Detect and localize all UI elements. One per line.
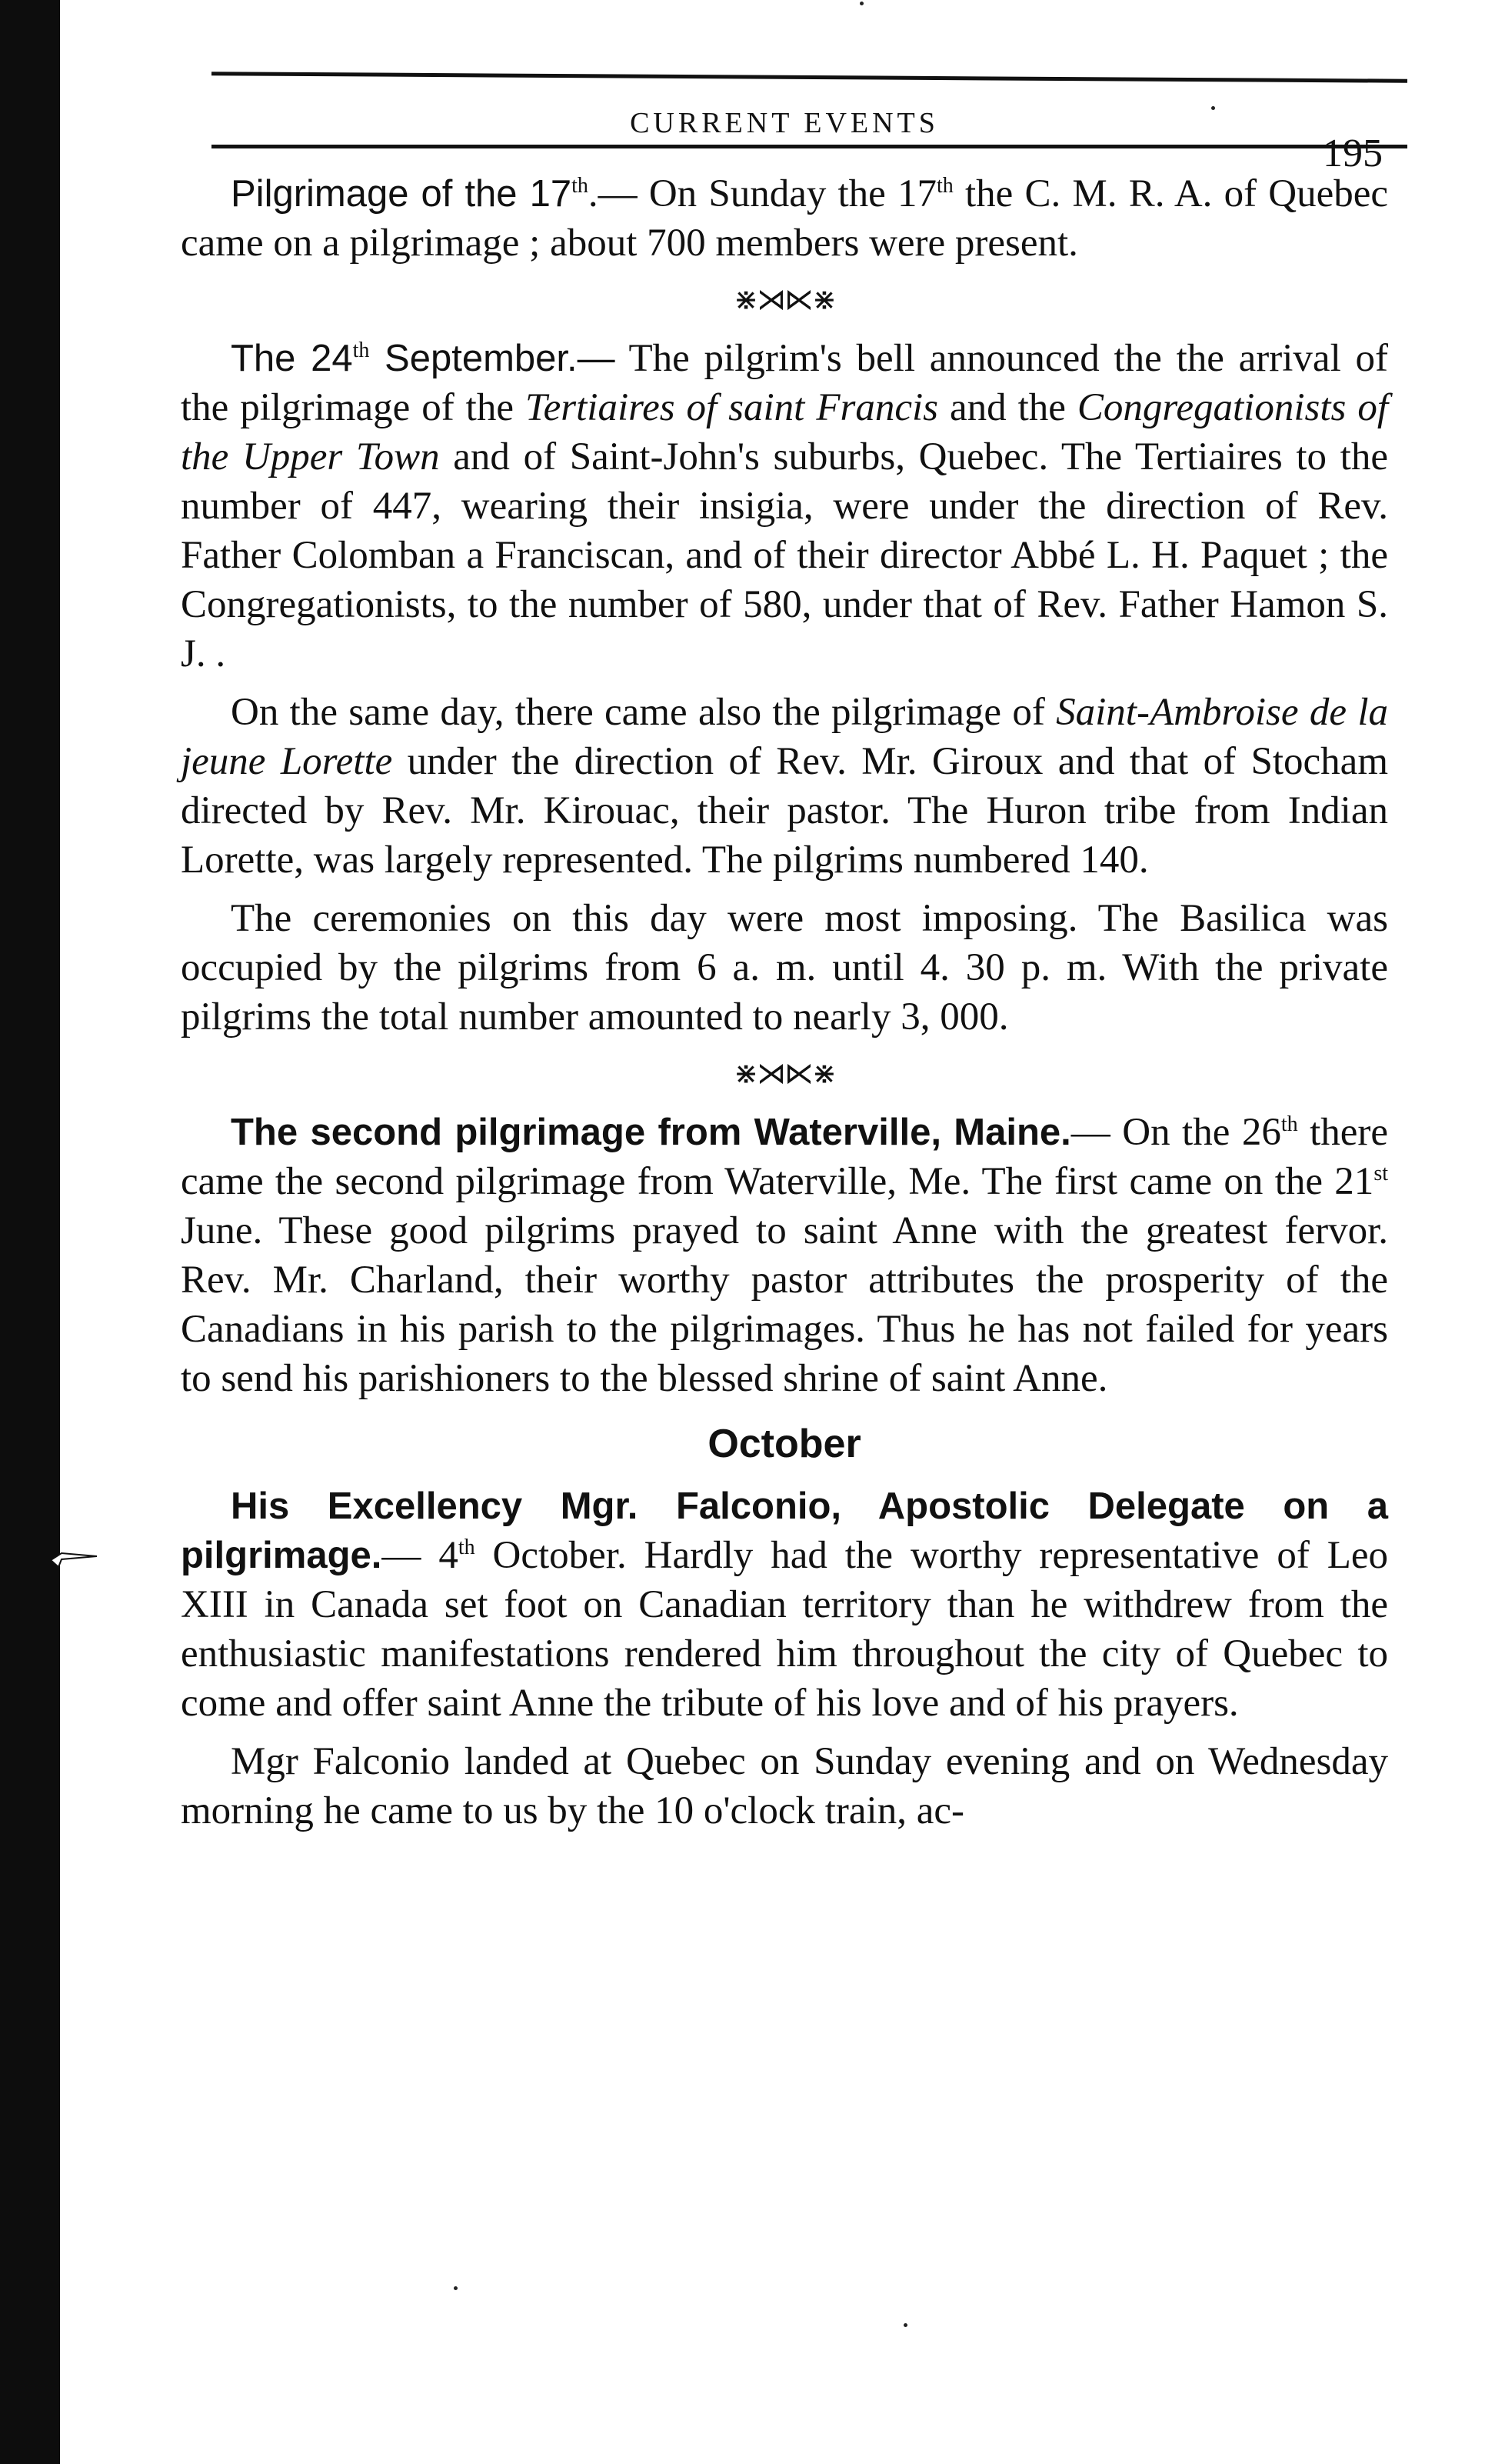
paragraph-text: The pilgrim's bell announced the the arrival of the pilgrimage of the [181, 337, 1388, 429]
superscript: st [1373, 1162, 1388, 1185]
paragraph-text: On the same day, there came also the pilgrimage of [231, 691, 1057, 734]
page-body [181, 169, 1388, 1845]
paragraph-heading: Pilgrimage of the 17 [231, 173, 572, 215]
paragraph-text: the C. M. R. A. of Quebec came on a pilgrimage ; about 700 members were present. [181, 172, 1388, 265]
paragraph-falconio-landed [181, 1737, 1388, 1835]
paragraph-text: .— On Sunday the 17 [588, 172, 937, 215]
page-edge-tab-mark [51, 1550, 97, 1570]
paragraph-ceremonies [181, 894, 1388, 1042]
paragraph-text: June. These good pilgrims prayed to saint Anne with the greatest fervor. Rev. Mr. Charland, their worthy pastor attributes the prosperity of the Canadians in his parish to the pilgrimages. Thus he has not failed for years to send his parishioners to the blessed shrine of saint Anne. [181, 1209, 1388, 1400]
paragraph-heading: His Excellency Mgr. Falconio, Apostolic Delegate on a pilgrimage. [181, 1485, 1388, 1576]
paragraph-pilgrimage-17th [181, 169, 1388, 268]
paragraph-text: and of Saint-John's suburbs, Quebec. The Tertiaires to the number of 447, wearing their insigia, were under the direction of Rev. Father Colomban a Franciscan, and of their director Abbé L. H. Paquet ; the Congregationists, to the number of 580, under that of Rev. Father Hamon S. J. . [181, 435, 1388, 675]
superscript: th [352, 338, 370, 362]
paragraph-heading: The second pilgrimage from Waterville, Maine. [231, 1112, 1071, 1153]
paragraph-heading: The 24 [231, 338, 353, 379]
section-title-october: October [708, 1422, 861, 1466]
superscript: th [1280, 1112, 1298, 1136]
paragraph-text: October. Hardly had the worthy representative of Leo XIII in Canada set foot on Canadian territory than he withdrew from the enthusiastic manifestations rendered him throughout the city of Quebec to come and offer saint Anne the tribute of his love and of his prayers. [181, 1534, 1389, 1725]
paragraph-text: — On the 26 [1070, 1111, 1281, 1154]
paragraph-text: and the [938, 386, 1077, 429]
paragraph-text: under the direction of Rev. Mr. Giroux and that of Stocham directed by Rev. Mr. Kirouac, their pastor. The Huron tribe from Indian Lorette, was largely represented. The pilgrims numbered 140. [181, 740, 1388, 882]
paragraph-saint-ambroise [181, 688, 1388, 885]
superscript: th [458, 1535, 475, 1559]
paragraph-24th-september [181, 334, 1388, 679]
page-number: 195 [1323, 132, 1383, 175]
header-rule-bottom [211, 145, 1407, 148]
scan-speck [454, 2286, 458, 2290]
binding-shadow [0, 0, 60, 2464]
superscript: th [571, 174, 588, 198]
fleuron-ornament: ⋇⋊⋉⋇ [734, 1058, 835, 1090]
fleuron-ornament: ⋇⋊⋉⋇ [734, 284, 835, 316]
italic-text: Congregationists of the Upper Town [181, 386, 1388, 478]
italic-text: Saint-Ambroise de la jeune Lorette [181, 691, 1388, 783]
paragraph-heading-end: September.— [369, 338, 615, 379]
scan-speck [904, 2323, 907, 2327]
italic-text: Tertiaires of saint Francis [524, 386, 938, 429]
running-head: CURRENT EVENTS [630, 107, 939, 139]
header-rule-top [211, 72, 1407, 82]
paragraph-text: The ceremonies on this day were most imposing. The Basilica was occupied by the pilgrims from 6 a. m. until 4. 30 p. m. With the private pilgrims the total number amounted to nearly 3, 000. [181, 897, 1388, 1039]
paragraph-text: there came the second pilgrimage from Waterville, Me. The first came on the 21 [181, 1111, 1389, 1203]
scan-speck [1211, 106, 1215, 110]
paragraph-text: Mgr Falconio landed at Quebec on Sunday evening and on Wednesday morning he came to us by the 10 o'clock train, ac- [181, 1740, 1388, 1832]
paragraph-falconio [181, 1482, 1388, 1728]
paragraph-waterville [181, 1108, 1388, 1403]
paragraph-text: — 4 [381, 1534, 458, 1577]
scan-speck [860, 2, 864, 5]
superscript: th [937, 174, 954, 198]
